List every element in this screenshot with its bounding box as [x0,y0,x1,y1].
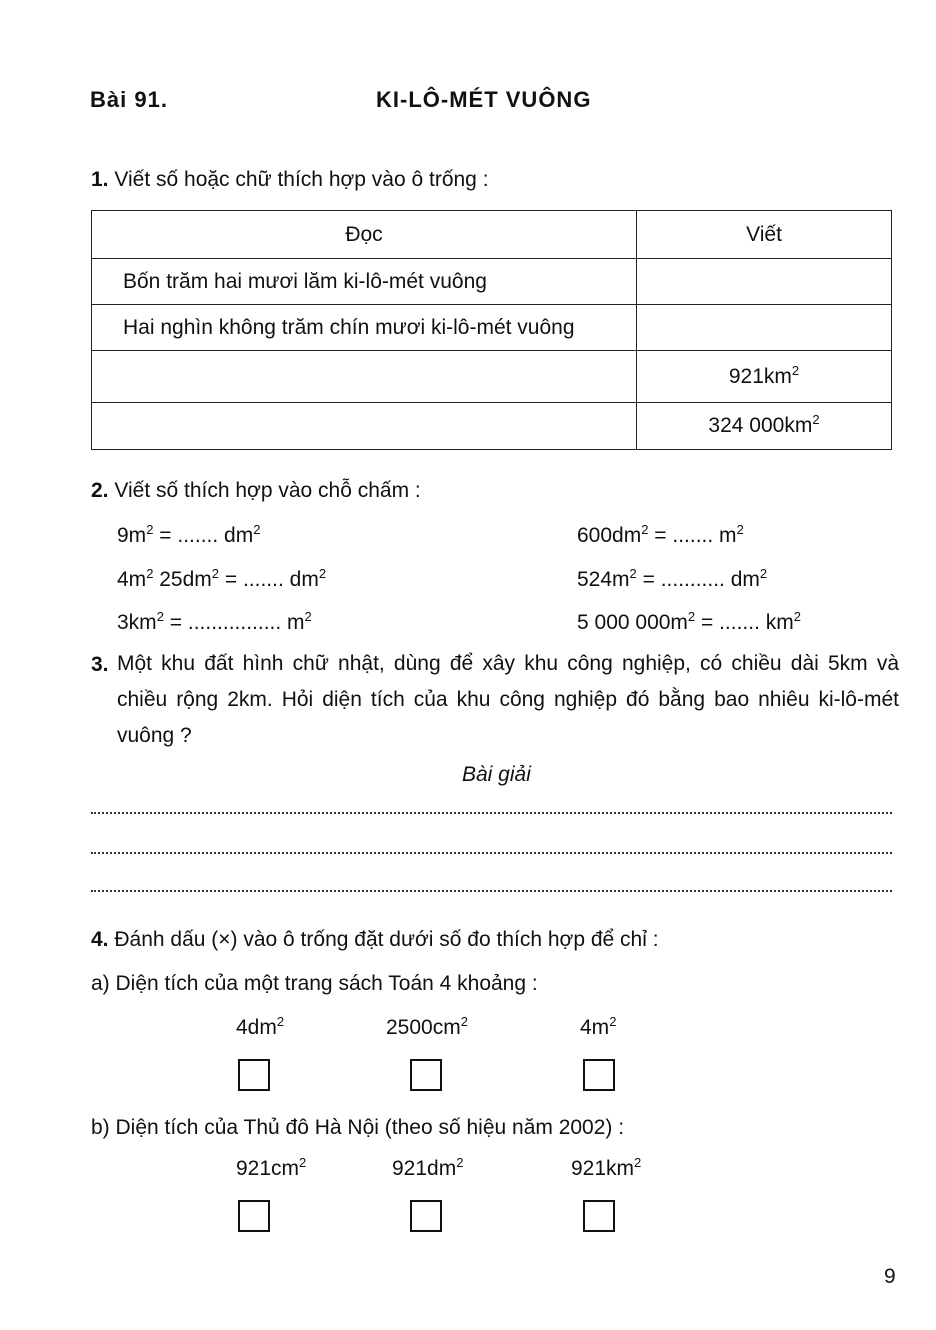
exercise-3-text: Một khu đất hình chữ nhật, dùng để xây khu công nghiệp, có chiều dài 5km và chiều rộng 2km. Hỏi diện tích của khu công nghiệp đó bằng bao nhiêu ki-lô-mét vuông ? [117,652,899,747]
exercise-1-number: 1. [91,168,109,191]
write-cell [637,351,892,403]
checkbox-a-2[interactable] [410,1059,442,1091]
superscript: 2 [793,609,801,624]
superscript: 2 [456,1155,464,1170]
write-value: 324 000km [708,414,813,437]
checkbox-b-3[interactable] [583,1200,615,1232]
exercise-4-number: 4. [91,928,109,951]
exercise-1-text: Viết số hoặc chữ thích hợp vào ô trống : [114,168,489,191]
exercise-2-text: Viết số thích hợp vào chỗ chấm : [114,479,421,502]
superscript: 2 [318,566,327,581]
term: 5 000 000m [577,611,688,634]
superscript: 2 [276,1014,285,1029]
header-write: Viết [637,211,892,259]
table-header-row [92,211,892,259]
exercise-2-instruction [91,479,421,503]
write-cell-blank[interactable] [637,259,892,305]
table-row [92,403,892,450]
read-cell-blank[interactable] [92,351,637,403]
superscript: 2 [687,609,696,624]
term: = ....... dm [219,568,319,591]
checkbox-a-3[interactable] [583,1059,615,1091]
exercise-4-text: Đánh dấu (×) vào ô trống đặt dưới số đo thích hợp để chỉ : [114,928,659,951]
reading-writing-table [91,210,892,450]
superscript: 2 [146,566,154,581]
write-cell [637,403,892,450]
conversion-right-2 [577,568,767,592]
checkbox-b-2[interactable] [410,1200,442,1232]
superscript: 2 [736,522,744,537]
option-value: 4dm [236,1016,277,1039]
part-a-label: a) Diện tích của một trang sách Toán 4 khoảng : [91,972,538,995]
option-value: 4m [580,1016,610,1039]
part-b-label: b) Diện tích của Thủ đô Hà Nội (theo số hiệu năm 2002) : [91,1116,625,1139]
exercise-4-instruction [91,928,659,952]
exercise-1-instruction [91,168,489,192]
table-row [92,259,892,305]
solution-label: Bài giải [462,763,531,786]
superscript: 2 [791,362,800,378]
option-a-2 [386,1016,468,1040]
read-cell-blank[interactable] [92,403,637,450]
conversion-left-1 [117,524,260,548]
option-value: 921dm [392,1157,457,1180]
superscript: 2 [609,1014,617,1029]
page-number: 9 [884,1265,896,1288]
term: 524m [577,568,630,591]
term: 4m [117,568,147,591]
write-cell-blank[interactable] [637,305,892,351]
superscript: 2 [759,566,768,581]
term: = ....... dm [153,524,254,547]
superscript: 2 [253,522,261,537]
term: = ....... m [648,524,737,547]
conversion-right-1 [577,524,744,548]
term: = ....... km [695,611,794,634]
table-row [92,351,892,403]
term: 25dm [153,568,212,591]
checkbox-a-1[interactable] [238,1059,270,1091]
option-b-1 [236,1157,306,1181]
page-title: KI-LÔ-MÉT VUÔNG [376,87,592,112]
option-a-1 [236,1016,284,1040]
option-b-3 [571,1157,641,1181]
answer-line[interactable] [91,850,892,854]
superscript: 2 [299,1155,307,1170]
superscript: 2 [641,522,649,537]
read-cell: Bốn trăm hai mươi lăm ki-lô-mét vuông [92,259,637,305]
term: = ........... dm [636,568,760,591]
term: 9m [117,524,147,547]
term: 3km [117,611,157,634]
header-read: Đọc [92,211,637,259]
exercise-2-number: 2. [91,479,109,502]
conversion-left-2 [117,568,326,592]
superscript: 2 [812,412,820,427]
option-b-2 [392,1157,463,1181]
term: 600dm [577,524,642,547]
option-value: 921cm [236,1157,300,1180]
option-a-3 [580,1016,616,1040]
superscript: 2 [629,566,637,581]
conversion-right-3 [577,611,801,635]
option-value: 2500cm [386,1016,461,1039]
superscript: 2 [634,1155,642,1170]
conversion-left-3 [117,611,312,635]
read-cell: Hai nghìn không trăm chín mươi ki-lô-mét vuông [92,305,637,351]
superscript: 2 [304,609,312,624]
superscript: 2 [211,566,220,581]
exercise-3-number: 3. [91,653,109,676]
term: = ................ m [163,611,305,634]
superscript: 2 [156,609,164,624]
option-value: 921km [571,1157,635,1180]
superscript: 2 [146,522,154,537]
table-row [92,305,892,351]
write-value: 921km [728,364,792,388]
lesson-number: Bài 91. [90,87,168,112]
answer-line[interactable] [91,888,892,892]
answer-line[interactable] [91,810,892,814]
superscript: 2 [460,1014,468,1029]
checkbox-b-1[interactable] [238,1200,270,1232]
